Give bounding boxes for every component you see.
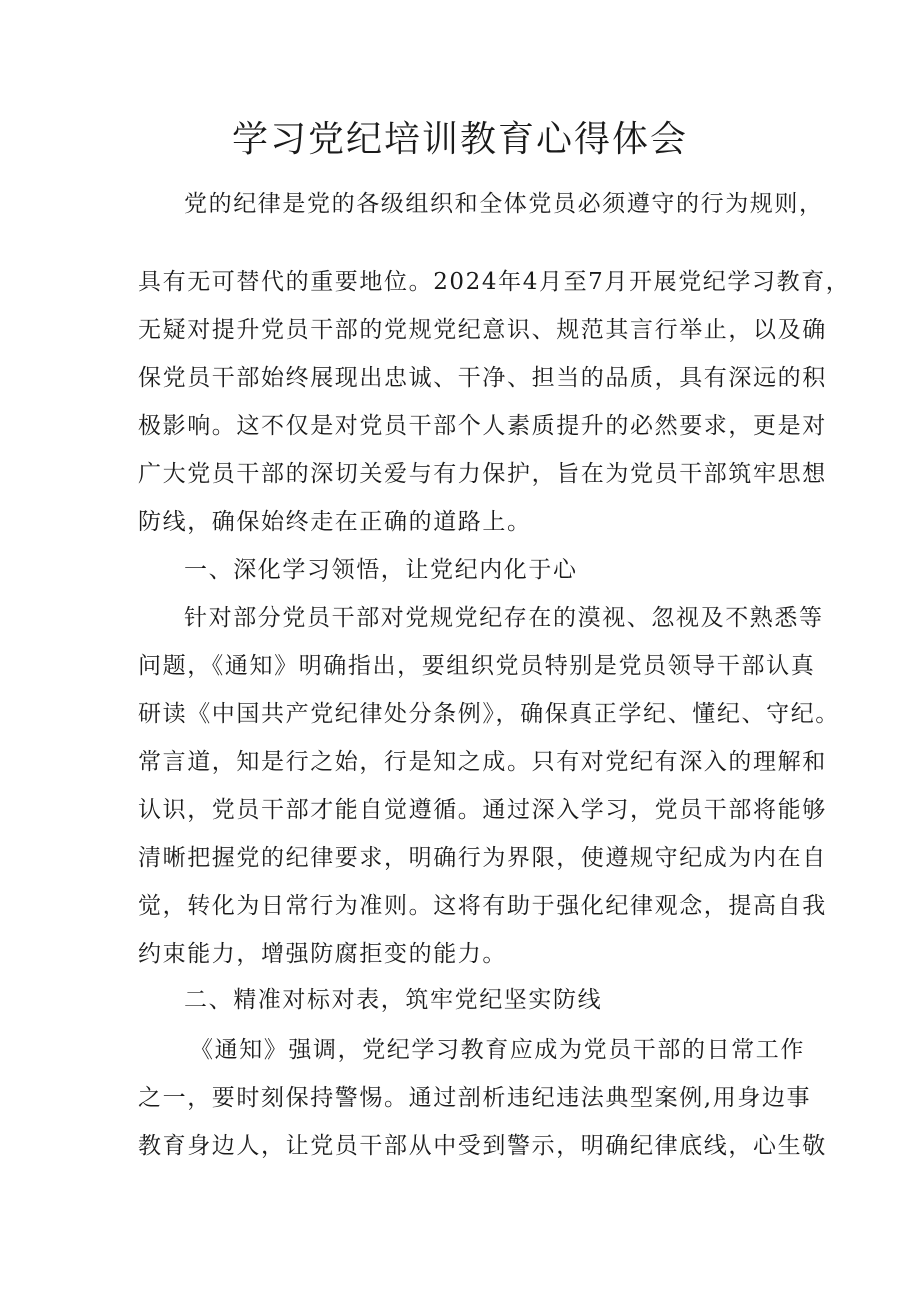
paragraph-1-line-1: 党的纪律是党的各级组织和全体党员必须遵守的行为规则，	[184, 191, 824, 217]
paragraph-1-line-7: 防线，确保始终走在正确的道路上。	[138, 509, 532, 535]
paragraph-1-line-6: 广大党员干部的深切关爱与有力保护，旨在为党员干部筑牢思想	[138, 461, 827, 487]
paragraph-3-line-1: 《通知》强调，党纪学习教育应成为党员干部的日常工作	[190, 1037, 805, 1063]
section-heading-1: 一、深化学习领悟，让党纪内化于心	[184, 557, 578, 583]
paragraph-2-line-1: 针对部分党员干部对党规党纪存在的漠视、忽视及不熟悉等	[184, 605, 824, 631]
paragraph-1-line-5: 极影响。这不仅是对党员干部个人素质提升的必然要求，更是对	[138, 413, 827, 439]
paragraph-1-line-4: 保党员干部始终展现出忠诚、干净、担当的品质，具有深远的积	[138, 365, 827, 391]
paragraph-2-line-7: 觉，转化为日常行为准则。这将有助于强化纪律观念，提高自我	[138, 893, 827, 919]
paragraph-2-line-3: 研读《中国共产党纪律处分条例》，确保真正学纪、懂纪、守纪。	[138, 701, 840, 727]
document-title: 学习党纪培训教育心得体会	[231, 119, 688, 160]
section-heading-2: 二、精准对标对表，筑牢党纪坚实防线	[184, 987, 603, 1013]
paragraph-2-line-4: 常言道，知是行之始，行是知之成。只有对党纪有深入的理解和	[138, 749, 827, 775]
paragraph-3-line-2: 之一，要时刻保持警惕。通过剖析违纪违法典型案例,用身边事	[138, 1085, 812, 1111]
paragraph-1-line-3: 无疑对提升党员干部的党规党纪意识、规范其言行举止，以及确	[138, 317, 827, 343]
paragraph-1-line-2: 具有无可替代的重要地位。2024年4月至7月开展党纪学习教育，	[138, 269, 851, 295]
paragraph-2-line-6: 清晰把握党的纪律要求，明确行为界限，使遵规守纪成为内在自	[138, 845, 827, 871]
paragraph-2-line-8: 约束能力，增强防腐拒变的能力。	[138, 941, 507, 967]
paragraph-3-line-3: 教育身边人，让党员干部从中受到警示，明确纪律底线，心生敬	[138, 1133, 827, 1159]
paragraph-2-line-2: 问题，《通知》明确指出，要组织党员特别是党员领导干部认真	[138, 653, 816, 679]
paragraph-2-line-5: 认识，党员干部才能自觉遵循。通过深入学习，党员干部将能够	[138, 797, 827, 823]
